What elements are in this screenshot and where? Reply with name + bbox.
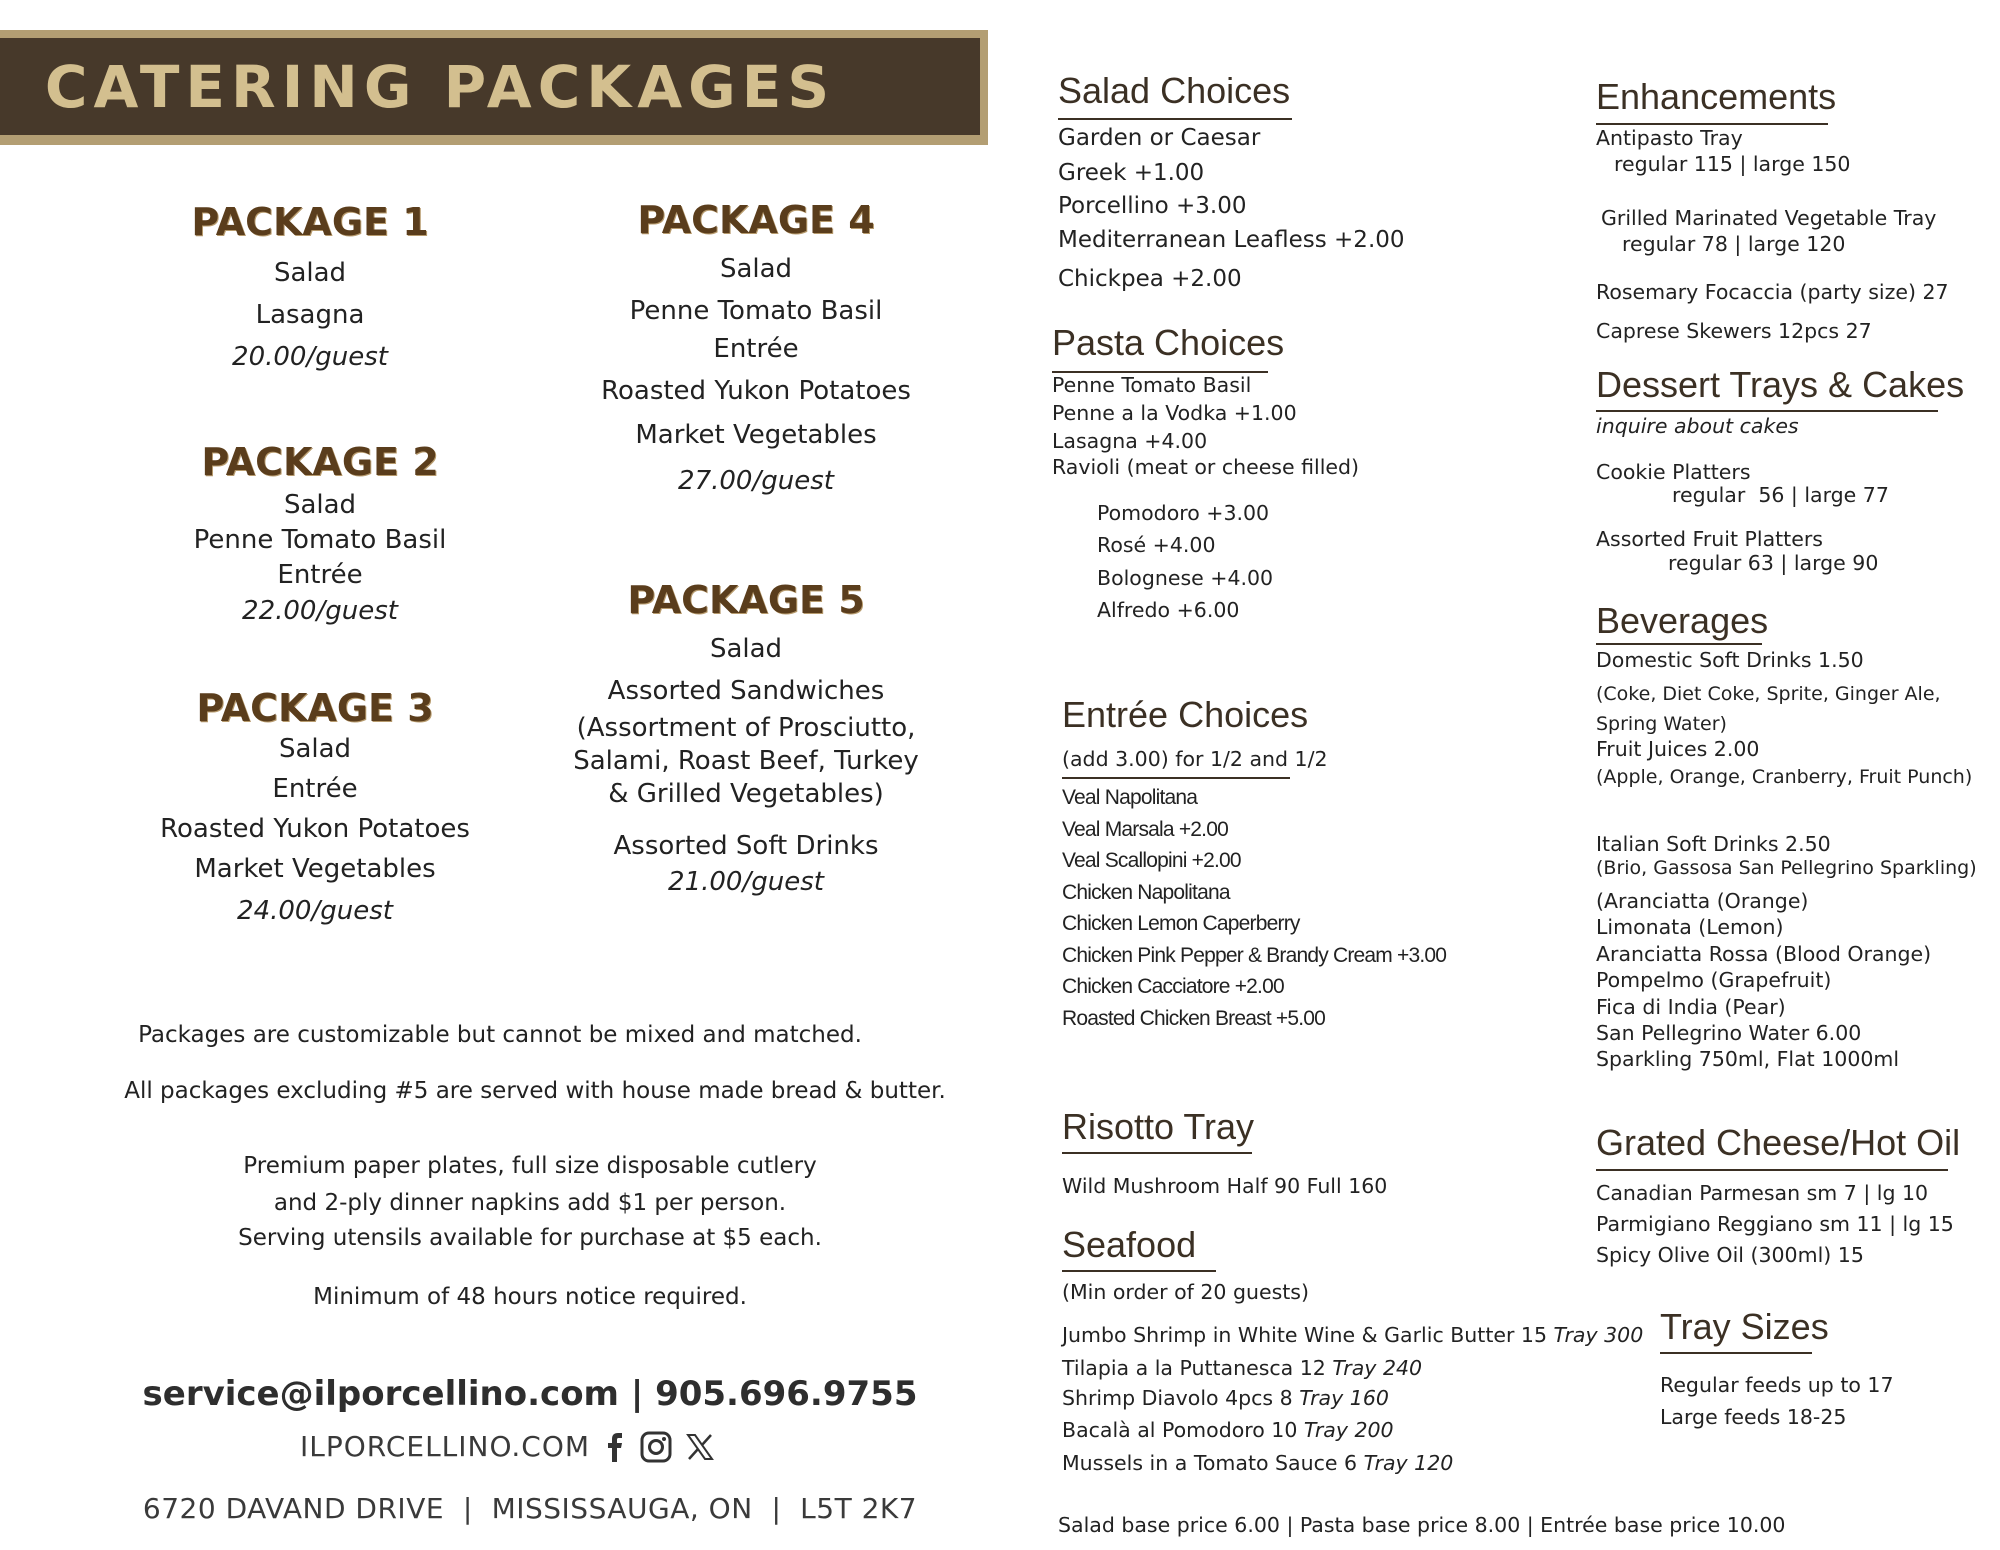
grilled-vegetable-tray: Grilled Marinated Vegetable Tray xyxy=(1601,206,1937,230)
package-4-line: Roasted Yukon Potatoes xyxy=(601,376,911,406)
fruit-price: regular 63 | large 90 xyxy=(1668,551,1879,575)
website-link[interactable]: ILPORCELLINO.COM xyxy=(300,1430,591,1463)
risotto-heading-underline xyxy=(1062,1152,1252,1154)
pasta-sauce: Rosé +4.00 xyxy=(1097,533,1216,557)
package-4-title: PACKAGE 4 xyxy=(637,198,875,242)
cheese-item: Spicy Olive Oil (300ml) 15 xyxy=(1596,1243,1864,1267)
address: 6720 DAVAND DRIVE | MISSISSAUGA, ON | L5T 2K7 xyxy=(142,1492,918,1525)
title-banner-inner xyxy=(0,38,980,135)
package-4-line: Market Vegetables xyxy=(635,420,877,450)
beverages-heading-underline xyxy=(1596,643,1762,645)
pasta-sauce: Alfredo +6.00 xyxy=(1097,598,1240,622)
package-4 xyxy=(566,198,946,496)
website-row xyxy=(300,1430,714,1463)
beverages-heading: Beverages xyxy=(1596,600,1769,641)
entree-item: Chicken Lemon Caperberry xyxy=(1062,912,1300,935)
package-4-price: 27.00/guest xyxy=(678,466,834,496)
package-2-price: 22.00/guest xyxy=(242,596,398,626)
seafood-item xyxy=(1062,1386,1389,1410)
pasta-item: Penne a la Vodka +1.00 xyxy=(1052,401,1297,425)
pasta-item: Penne Tomato Basil xyxy=(1052,373,1252,397)
seafood-item-name: Tilapia a la Puttanesca 12 xyxy=(1062,1356,1326,1380)
entree-item: Chicken Napolitana xyxy=(1062,881,1230,904)
package-2-line: Entrée xyxy=(277,560,363,590)
italian-drink: Pompelmo (Grapefruit) xyxy=(1596,968,1832,992)
risotto-heading: Risotto Tray xyxy=(1062,1106,1255,1147)
entree-choices-heading: Entrée Choices xyxy=(1062,694,1309,735)
italian-drink: Sparkling 750ml, Flat 1000ml xyxy=(1596,1047,1900,1071)
entree-item: Chicken Pink Pepper & Brandy Cream +3.00 xyxy=(1062,944,1447,967)
seafood-item xyxy=(1062,1356,1422,1380)
seafood-item xyxy=(1062,1323,1643,1347)
contact-email-phone[interactable]: service@ilporcellino.com | 905.696.9755 xyxy=(142,1374,918,1414)
salad-choices-heading: Salad Choices xyxy=(1058,70,1291,111)
dessert-heading-underline xyxy=(1596,410,1938,412)
seafood-item-tray: Tray 300 xyxy=(1553,1323,1644,1347)
italian-drink: San Pellegrino Water 6.00 xyxy=(1596,1021,1862,1045)
note-napkins: and 2-ply dinner napkins add $1 per person. xyxy=(273,1190,787,1216)
note-minimum: Minimum of 48 hours notice required. xyxy=(313,1284,747,1310)
package-3-line: Entrée xyxy=(272,774,358,804)
fruit-juices-note: (Apple, Orange, Cranberry, Fruit Punch) xyxy=(1596,766,1973,788)
package-2-title: PACKAGE 2 xyxy=(201,440,439,484)
seafood-item-tray: Tray 120 xyxy=(1363,1451,1454,1475)
pasta-sauce: Pomodoro +3.00 xyxy=(1097,501,1270,525)
seafood-item-tray: Tray 160 xyxy=(1299,1386,1389,1410)
cookie-platters: Cookie Platters xyxy=(1596,460,1751,484)
seafood-heading: Seafood xyxy=(1062,1224,1197,1265)
package-3-title: PACKAGE 3 xyxy=(196,686,434,730)
fruit-platters: Assorted Fruit Platters xyxy=(1596,527,1823,551)
domestic-soft-drinks: Domestic Soft Drinks 1.50 xyxy=(1596,648,1864,672)
pasta-choices-heading: Pasta Choices xyxy=(1052,322,1285,363)
cheese-item: Canadian Parmesan sm 7 | lg 10 xyxy=(1596,1181,1929,1205)
cheese-heading-underline xyxy=(1596,1169,1948,1171)
entree-item: Roasted Chicken Breast +5.00 xyxy=(1062,1007,1326,1030)
salad-item: Garden or Caesar xyxy=(1058,125,1261,151)
package-5-line: Assorted Soft Drinks xyxy=(613,831,879,861)
package-4-line: Salad xyxy=(719,254,793,284)
seafood-item-tray: Tray 240 xyxy=(1332,1356,1423,1380)
risotto-item: Wild Mushroom Half 90 Full 160 xyxy=(1062,1174,1388,1198)
domestic-note: Spring Water) xyxy=(1596,713,1727,735)
seafood-heading-underline xyxy=(1062,1270,1216,1272)
enhancements-heading: Enhancements xyxy=(1596,76,1837,117)
package-4-line: Penne Tomato Basil xyxy=(629,296,883,326)
package-1 xyxy=(120,200,500,372)
cookie-price: regular 56 | large 77 xyxy=(1672,483,1889,507)
note-customizable: Packages are customizable but cannot be mixed and matched. xyxy=(138,1022,862,1048)
entree-subtitle: (add 3.00) for 1/2 and 1/2 xyxy=(1062,747,1328,771)
package-3-line: Salad xyxy=(278,734,352,764)
package-2-line: Salad xyxy=(283,490,357,520)
package-5-line: Salami, Roast Beef, Turkey xyxy=(573,746,919,776)
tray-sizes-heading: Tray Sizes xyxy=(1660,1306,1829,1347)
italian-drink: Aranciatta Rossa (Blood Orange) xyxy=(1596,942,1932,966)
salad-item: Chickpea +2.00 xyxy=(1058,266,1242,292)
package-5-line: Assorted Sandwiches xyxy=(607,676,885,706)
enhancements-heading-underline xyxy=(1596,123,1828,125)
italian-drink: Limonata (Lemon) xyxy=(1596,915,1784,939)
italian-note: (Brio, Gassosa San Pellegrino Sparkling) xyxy=(1596,857,1977,879)
dessert-heading: Dessert Trays & Cakes xyxy=(1596,364,1965,405)
package-3-line: Market Vegetables xyxy=(194,854,436,884)
package-5-line: & Grilled Vegetables) xyxy=(608,779,884,809)
cheese-item: Parmigiano Reggiano sm 11 | lg 15 xyxy=(1596,1212,1954,1236)
facebook-icon[interactable] xyxy=(604,1432,626,1462)
salad-item: Mediterranean Leafless +2.00 xyxy=(1058,227,1405,253)
tray-size-item: Large feeds 18-25 xyxy=(1660,1405,1847,1429)
package-1-title: PACKAGE 1 xyxy=(191,200,429,244)
note-bread: All packages excluding #5 are served with house made bread & butter. xyxy=(124,1078,946,1104)
tray-size-item: Regular feeds up to 17 xyxy=(1660,1373,1894,1397)
package-5-line: (Assortment of Prosciutto, xyxy=(576,713,916,743)
dessert-subtitle: inquire about cakes xyxy=(1596,414,1799,438)
salad-item: Porcellino +3.00 xyxy=(1058,193,1247,219)
package-2-line: Penne Tomato Basil xyxy=(193,525,447,555)
domestic-note: (Coke, Diet Coke, Sprite, Ginger Ale, xyxy=(1596,683,1941,705)
entree-item: Veal Scallopini +2.00 xyxy=(1062,849,1241,872)
antipasto-price: regular 115 | large 150 xyxy=(1614,152,1851,176)
page-title: CATERING PACKAGES xyxy=(44,52,836,121)
seafood-item-tray: Tray 200 xyxy=(1303,1418,1394,1442)
fruit-juices: Fruit Juices 2.00 xyxy=(1596,737,1760,761)
note-utensils: Serving utensils available for purchase at $5 each. xyxy=(238,1225,822,1251)
pasta-sauce: Bolognese +4.00 xyxy=(1097,566,1274,590)
seafood-item-name: Mussels in a Tomato Sauce 6 xyxy=(1062,1451,1358,1475)
grilled-vegetable-price: regular 78 | large 120 xyxy=(1622,232,1846,256)
package-5-line: Salad xyxy=(709,634,783,664)
entree-heading-underline xyxy=(1062,777,1290,779)
x-icon[interactable] xyxy=(686,1433,714,1461)
package-1-price: 20.00/guest xyxy=(232,342,388,372)
package-4-line: Entrée xyxy=(713,334,799,364)
salad-heading-underline xyxy=(1058,118,1292,120)
seafood-item-name: Bacalà al Pomodoro 10 xyxy=(1062,1418,1298,1442)
focaccia: Rosemary Focaccia (party size) 27 xyxy=(1596,280,1949,304)
seafood-item xyxy=(1062,1418,1394,1442)
pasta-item: Ravioli (meat or cheese filled) xyxy=(1052,455,1360,479)
seafood-item-name: Shrimp Diavolo 4pcs 8 xyxy=(1062,1386,1293,1410)
package-5-title: PACKAGE 5 xyxy=(627,578,865,622)
package-1-line: Salad xyxy=(273,258,347,288)
package-3 xyxy=(125,686,505,926)
note-plates: Premium paper plates, full size disposable cutlery xyxy=(243,1153,817,1179)
seafood-item-name: Jumbo Shrimp in White Wine & Garlic Butter 15 xyxy=(1062,1323,1548,1347)
italian-soft-drinks: Italian Soft Drinks 2.50 xyxy=(1596,832,1831,856)
entree-item: Veal Marsala +2.00 xyxy=(1062,818,1228,841)
package-2 xyxy=(130,440,510,626)
package-5 xyxy=(556,578,936,897)
package-3-price: 24.00/guest xyxy=(237,896,393,926)
package-5-price: 21.00/guest xyxy=(668,867,824,897)
salad-item: Greek +1.00 xyxy=(1058,160,1205,186)
package-3-line: Roasted Yukon Potatoes xyxy=(160,814,470,844)
seafood-item xyxy=(1062,1451,1453,1475)
instagram-icon[interactable] xyxy=(640,1431,672,1463)
pasta-item: Lasagna +4.00 xyxy=(1052,429,1208,453)
antipasto-tray: Antipasto Tray xyxy=(1596,126,1743,150)
tray-sizes-heading-underline xyxy=(1660,1352,1812,1354)
package-1-line: Lasagna xyxy=(255,300,365,330)
caprese: Caprese Skewers 12pcs 27 xyxy=(1596,319,1872,343)
title-banner xyxy=(0,30,988,145)
seafood-subtitle: (Min order of 20 guests) xyxy=(1062,1280,1309,1304)
cheese-oil-heading: Grated Cheese/Hot Oil xyxy=(1596,1122,1961,1163)
entree-item: Chicken Cacciatore +2.00 xyxy=(1062,975,1284,998)
italian-drink: (Aranciatta (Orange) xyxy=(1596,889,1809,913)
base-prices: Salad base price 6.00 | Pasta base price 8.00 | Entrée base price 10.00 xyxy=(1058,1513,1786,1537)
italian-drink: Fica di India (Pear) xyxy=(1596,995,1786,1019)
entree-item: Veal Napolitana xyxy=(1062,786,1198,809)
